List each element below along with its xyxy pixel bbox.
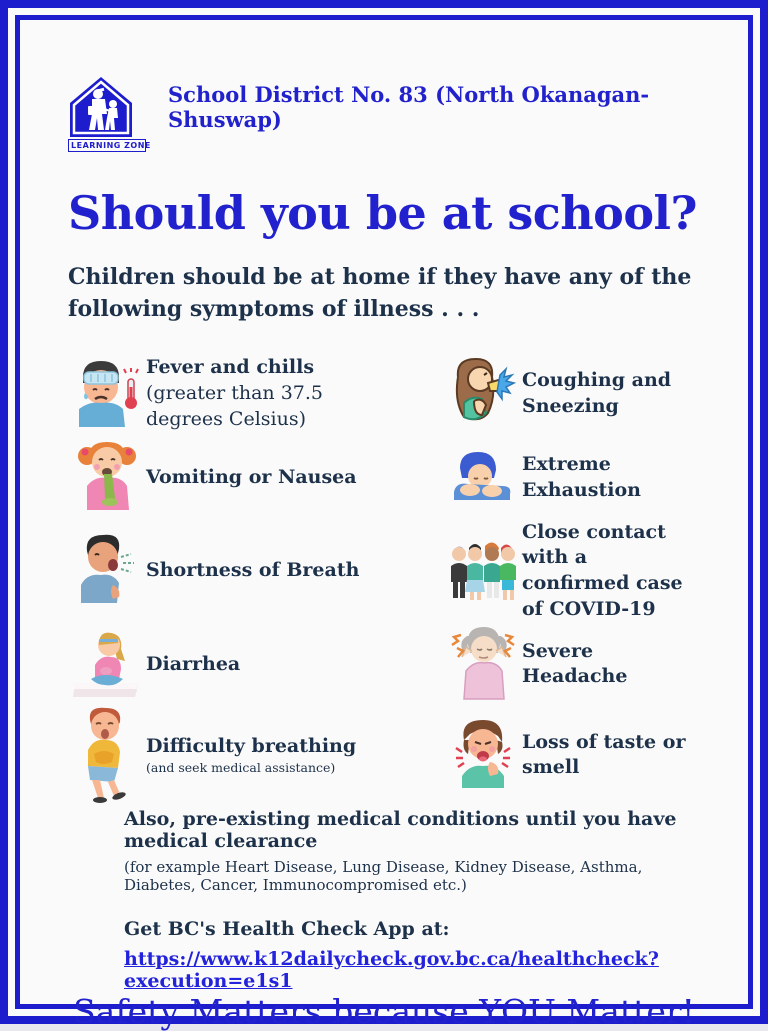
symptom-shortness <box>68 520 436 623</box>
poster-frame <box>15 15 753 1031</box>
symptom-loss-taste-smell <box>444 706 700 804</box>
symptom-difficulty-breathing <box>68 706 436 804</box>
school-crossing-sign-icon <box>68 76 146 138</box>
symptom-label: Diarrhea <box>146 652 241 675</box>
logo-caption: LEARNING ZONE <box>68 139 146 152</box>
subtitle: Children should be at home if they have any of the following symptoms of illness . . . <box>68 264 692 322</box>
district-logo <box>68 76 151 152</box>
symptom-exhaustion <box>444 436 700 520</box>
fever-child-icon <box>68 357 146 431</box>
coughing-man-icon <box>68 533 146 609</box>
difficulty-breathing-boy-icon <box>68 706 146 804</box>
symptom-label: Extreme Exhaustion <box>522 453 641 501</box>
symptom-label: Vomiting or Nausea <box>146 465 357 488</box>
symptom-diarrhea <box>68 622 436 706</box>
health-check-link[interactable]: https://www.k12dailycheck.gov.bc.ca/healthcheck?execution=e1s1 <box>124 948 659 993</box>
app-label: Get BC's Health Check App at: <box>124 918 450 941</box>
symptom-label: Shortness of Breath <box>146 559 360 582</box>
symptom-headache <box>444 622 700 706</box>
preexisting-conditions-note <box>124 808 700 894</box>
group-of-people-icon <box>444 536 522 606</box>
symptom-fever <box>68 352 436 436</box>
symptom-label: Close contact with a confirmed case of COVID-19 <box>522 520 683 620</box>
sneezing-woman-icon <box>444 357 522 431</box>
note-detail-text: (for example Heart Disease, Lung Disease, Kidney Disease, Asthma, Diabetes, Cancer, Immunocompromised etc.) <box>124 858 643 895</box>
symptom-label: Severe Headache <box>522 639 628 688</box>
headache-woman-icon <box>444 623 522 705</box>
symptom-label: Loss of taste or smell <box>522 730 686 779</box>
symptom-label: Difficulty breathing (and seek medical assistance) <box>146 734 357 776</box>
vomiting-girl-icon <box>68 440 146 516</box>
symptom-close-contact <box>444 520 700 623</box>
symptom-coughing-sneezing <box>444 352 700 436</box>
symptom-label: Coughing and Sneezing <box>522 369 672 417</box>
symptom-vomiting <box>68 436 436 520</box>
note-bold-text: Also, pre-existing medical conditions until you have medical clearance <box>124 808 677 853</box>
masthead <box>68 76 700 152</box>
girl-sitting-on-bed-icon <box>68 627 146 701</box>
symptom-grid <box>68 352 700 805</box>
page-title: Should you be at school? <box>68 186 697 240</box>
footer-message: Safety Matters because YOU Matter! <box>73 992 695 1031</box>
district-name: School District No. 83 (North Okanagan-Shuswap) <box>168 82 650 132</box>
loss-of-taste-boy-icon <box>444 718 522 792</box>
health-check-app-block <box>124 918 700 992</box>
exhausted-person-icon <box>444 448 522 508</box>
symptom-label: Fever and chills (greater than 37.5 degrees Celsius) <box>146 356 324 430</box>
